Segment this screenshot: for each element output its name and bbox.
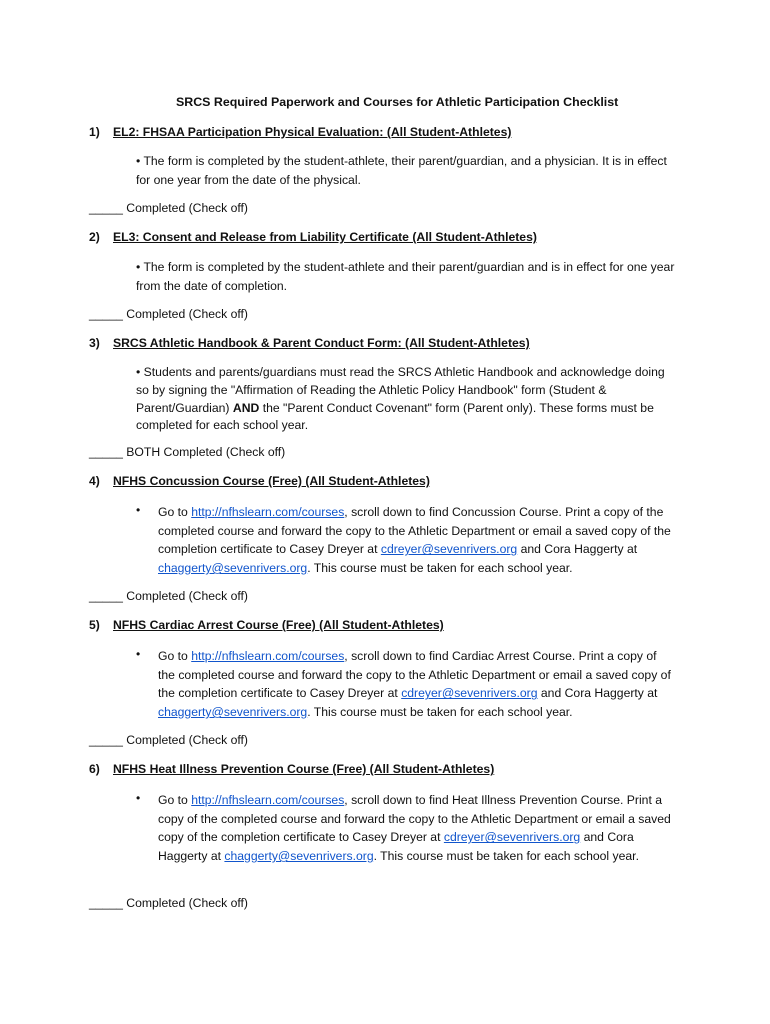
check-line: _____ — [89, 589, 123, 603]
email-link-chaggerty[interactable]: chaggerty@sevenrivers.org — [158, 561, 308, 576]
bullet: • — [136, 260, 141, 274]
go-to-text: Go to — [158, 649, 188, 663]
section-1-heading — [89, 125, 511, 139]
section-title: NFHS Heat Illness Prevention Course (Free) (All Student-Athletes) — [113, 762, 495, 776]
email-link-chaggerty[interactable]: chaggerty@sevenrivers.org — [224, 849, 374, 864]
section-title: EL3: Consent and Release from Liability Certificate (All Student-Athletes) — [113, 230, 537, 244]
check-label: Completed (Check off) — [126, 896, 248, 910]
section-3-heading — [89, 336, 530, 350]
section-6-checkoff — [89, 896, 248, 910]
go-to-text: Go to — [158, 505, 188, 519]
body-text-end: . This course must be taken for each school year. — [307, 561, 573, 576]
section-1-checkoff — [89, 201, 248, 215]
nfhs-courses-link[interactable]: http://nfhslearn.com/courses — [191, 649, 345, 663]
section-5-heading — [89, 618, 444, 632]
section-1-body — [136, 152, 676, 189]
section-2-checkoff — [89, 307, 248, 321]
section-4-checkoff — [89, 589, 248, 603]
check-line: _____ — [89, 201, 123, 215]
check-line: _____ — [89, 445, 123, 459]
body-text: The form is completed by the student-athlete, their parent/guardian, and a physician. It is in effect for one year from the date of the physical. — [136, 154, 667, 187]
section-title: NFHS Cardiac Arrest Course (Free) (All Student-Athletes) — [113, 618, 444, 632]
nfhs-courses-link[interactable]: http://nfhslearn.com/courses — [191, 505, 345, 519]
nfhs-courses-link[interactable]: http://nfhslearn.com/courses — [191, 793, 345, 807]
body-bold: AND — [232, 400, 260, 415]
email-link-cdreyer[interactable]: cdreyer@sevenrivers.org — [380, 542, 518, 557]
bullet: • — [136, 154, 141, 168]
section-3-body — [136, 364, 680, 435]
section-4-body — [158, 503, 674, 578]
section-6-body — [158, 791, 682, 866]
bullet: • — [136, 647, 141, 661]
check-label: Completed (Check off) — [126, 733, 248, 747]
section-number: 4) — [89, 474, 100, 488]
section-2-body — [136, 258, 684, 295]
section-5-body — [158, 647, 674, 722]
section-number: 6) — [89, 762, 100, 776]
check-label: BOTH Completed (Check off) — [126, 445, 286, 459]
section-5-checkoff — [89, 733, 248, 747]
body-text-end: . This course must be taken for each school year. — [373, 849, 639, 864]
check-line: _____ — [89, 733, 123, 747]
bullet: • — [136, 365, 141, 379]
bullet: • — [136, 503, 141, 517]
check-label: Completed (Check off) — [126, 201, 248, 215]
email-link-cdreyer[interactable]: cdreyer@sevenrivers.org — [443, 830, 581, 845]
body-text: , scroll down to find Cardiac Arrest Course. Print a copy of the completed course and forward the copy to the Athletic Department or email a saved copy of the completion certificate to Casey Dreyer at — [158, 649, 671, 701]
section-number: 5) — [89, 618, 100, 632]
body-text-between: and Cora Haggerty at — [520, 542, 638, 557]
body-text-between: and Cora Haggerty at — [540, 686, 658, 701]
body-text: The form is completed by the student-athlete and their parent/guardian and is in effect for one year from the date of completion. — [136, 260, 675, 293]
bullet: • — [136, 791, 141, 805]
check-label: Completed (Check off) — [126, 307, 248, 321]
section-number: 2) — [89, 230, 100, 244]
section-title: EL2: FHSAA Participation Physical Evaluation: (All Student-Athletes) — [113, 125, 512, 139]
check-line: _____ — [89, 896, 123, 910]
section-number: 3) — [89, 336, 100, 350]
body-text: , scroll down to find Concussion Course. Print a copy of the completed course and forward the copy to the Athletic Department or email a saved copy of the completion certificate to Casey Dreyer at — [158, 505, 671, 557]
section-number: 1) — [89, 125, 100, 139]
body-text-2: the "Parent Conduct Covenant" form (Parent only). These forms must be completed for each school year. — [136, 400, 654, 433]
page-title: SRCS Required Paperwork and Courses for Athletic Participation Checklist — [176, 95, 619, 109]
email-link-cdreyer[interactable]: cdreyer@sevenrivers.org — [401, 686, 538, 701]
section-6-heading — [89, 762, 494, 776]
section-3-checkoff — [89, 445, 285, 459]
go-to-text: Go to — [158, 793, 188, 807]
body-text-end: . This course must be taken for each school year. — [307, 705, 573, 720]
body-text-1: Students and parents/guardians must read the SRCS Athletic Handbook and acknowledge doing so by signing the "Affirmation of Reading the Athletic Policy Handbook" form (Student & Parent/Guardian) — [136, 365, 665, 415]
section-2-heading — [89, 230, 537, 244]
email-link-chaggerty[interactable]: chaggerty@sevenrivers.org — [158, 705, 308, 720]
section-title: NFHS Concussion Course (Free) (All Student-Athletes) — [113, 474, 430, 488]
check-line: _____ — [89, 307, 123, 321]
check-label: Completed (Check off) — [126, 589, 248, 603]
body-text-between: and Cora Haggerty at — [158, 830, 634, 864]
section-title: SRCS Athletic Handbook & Parent Conduct Form: (All Student-Athletes) — [113, 336, 530, 350]
body-text: , scroll down to find Heat Illness Prevention Course. Print a copy of the completed course and forward the copy to the Athletic Department or email a saved copy of the completion certificate to Casey Dreyer at — [158, 793, 671, 845]
section-4-heading — [89, 474, 430, 488]
